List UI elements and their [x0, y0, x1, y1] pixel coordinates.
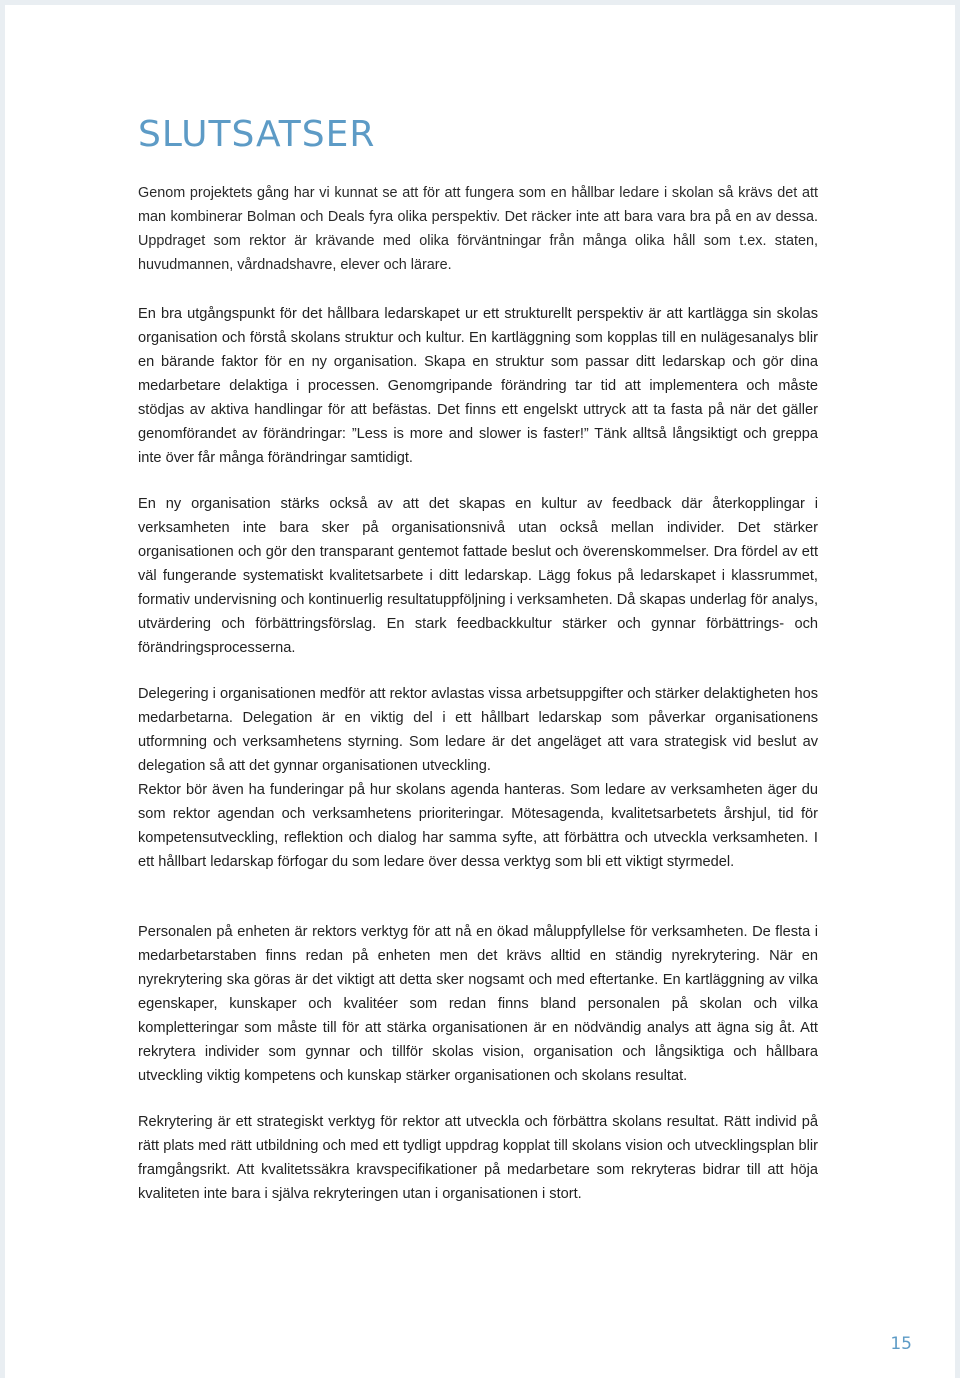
paragraph-2: En bra utgångspunkt för det hållbara ledarskapet ur ett strukturellt perspektiv är att kartlägga sin skolas organisation och förstå skolans struktur och kultur. En kartläggning som kopplas till en nulägesanalys blir en bärande faktor för en ny organisation. Skapa en struktur som passar ditt ledarskap och gör dina medarbetare delaktiga i processen. Genomgripande förändring tar tid att implementera och måste stödjas av aktiva handlingar för att befästas. Det finns ett engelskt uttryck att ta fasta på när det gäller genomförandet av förändringar: ”Less is more and slower is faster!” Tänk alltså långsiktigt och greppa inte över får många förändringar samtidigt. — [138, 306, 818, 466]
page-title: SLUTSATSER — [138, 114, 376, 155]
paragraph-3: En ny organisation stärks också av att det skapas en kultur av feedback där återkopplingar i verksamheten inte bara sker på organisationsnivå utan också mellan individer. Det stärker organisationen och gör den transparant gentemot fattade beslut och överenskommelser. Dra fördel av ett väl fungerande systematiskt kvalitetsarbete i ditt ledarskap. Lägg fokus på ledarskapet i klassrummet, formativ undervisning och kontinuerlig resultatuppföljning i verksamheten. Då skapas underlag för analys, utvärdering och förbättringsförslag. En stark feedbackkultur stärker och gynnar förbättrings- och förändringsprocesserna. — [138, 496, 818, 656]
paragraph-4: Delegering i organisationen medför att rektor avlastas vissa arbetsuppgifter och stärker delaktigheten hos medarbetarna. Delegation är en viktig del i ett hållbart ledarskap som påverkar organisationens utformning och verksamhetens styrning. Som ledare är det angeläget att vara strategisk vid beslut av delegation så att det gynnar organisationen utveckling. — [138, 686, 818, 774]
page-number: 15 — [890, 1334, 912, 1354]
paragraph-6: Personalen på enheten är rektors verktyg för att nå en ökad måluppfyllelse för verksamheten. De flesta i medarbetarstaben finns redan på enheten men det krävs alltid en ständig nyrekrytering. När en nyrekrytering ska göras är det viktigt att detta sker nogsamt och med eftertanke. En kartläggning av vilka egenskaper, kunskaper och kvalitéer som redan finns bland personalen på skolan och vilka kompletteringar som måste till för att stärka organisationen är en nödvändig analys att ägna sig åt. Att rekrytera individer som gynnar och tillför skolas vision, organisation och långsiktiga och hållbara utveckling viktig kompetens och kunskap stärker organisationen och skolans resultat. — [138, 924, 818, 1084]
paragraph-1: Genom projektets gång har vi kunnat se att för att fungera som en hållbar ledare i skolan så krävs det att man kombinerar Bolman och Deals fyra olika perspektiv. Det räcker inte att bara vara bra på en av dessa. Uppdraget som rektor är krävande med olika förväntningar från många olika håll som t.ex. staten, huvudmannen, vårdnadshavre, elever och lärare. — [138, 185, 818, 273]
paragraph-group-delegation — [138, 682, 818, 874]
paragraph-5: Rektor bör även ha funderingar på hur skolans agenda hanteras. Som ledare av verksamheten äger du som rektor agendan och verksamhetens prioriteringar. Mötesagenda, kvalitetsarbetets årshjul, tid för kompetensutveckling, reflektion och dialog har samma syfte, att förbättra och utveckla verksamheten. I ett hållbart ledarskap förfogar du som ledare över dessa verktyg som bli ett viktigt styrmedel. — [138, 782, 818, 870]
paragraph-7: Rekrytering är ett strategiskt verktyg för rektor att utveckla och förbättra skolans resultat. Rätt individ på rätt plats med rätt utbildning och med ett tydligt uppdrag kopplat till skolans vision och utvecklingsplan blir framgångsrikt. Att kvalitetssäkra kravspecifikationer på medarbetare som rekryteras bidrar till att höja kvaliteten inte bara i själva rekryteringen utan i organisationen i stort. — [138, 1114, 818, 1202]
